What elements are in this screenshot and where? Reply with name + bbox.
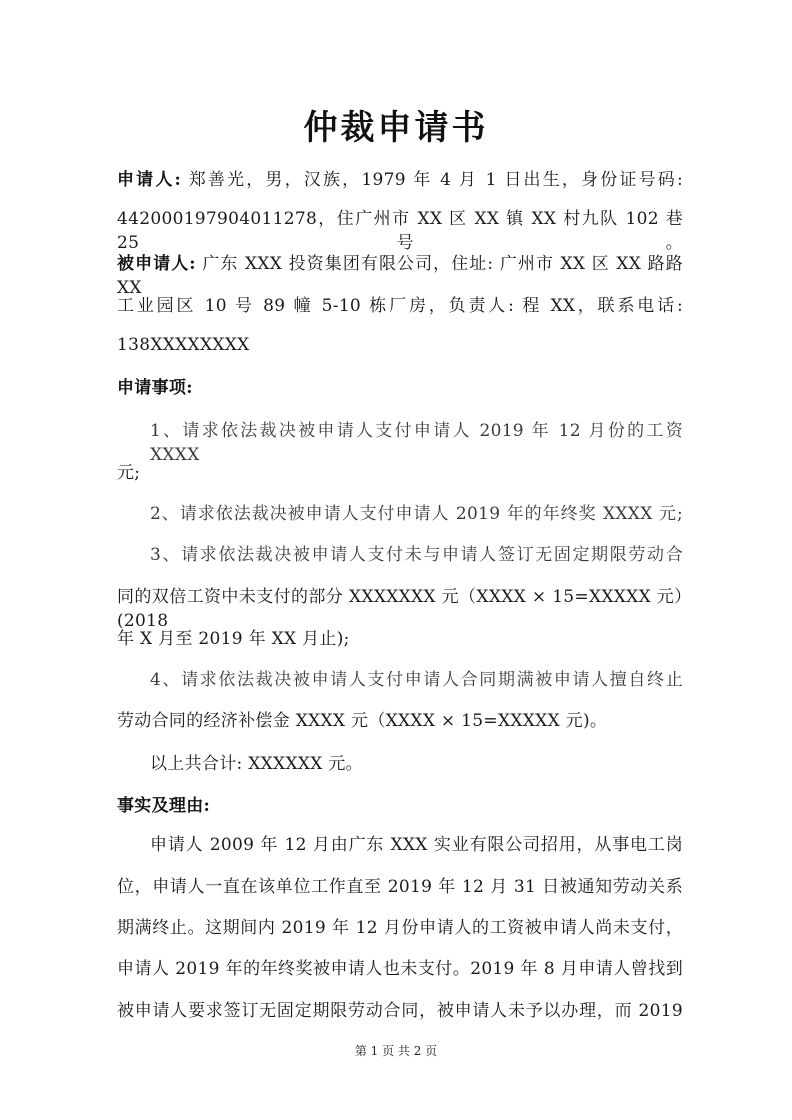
respondent-label: 被申请人:: [117, 254, 196, 274]
applicant-details: 郑善光，男，汉族，1979 年 4 月 1 日出生，身份证号码:: [181, 170, 683, 190]
facts-paragraph-line-1: 申请人 2009 年 12 月由广东 XXX 实业有限公司招用，从事电工岗: [150, 835, 683, 855]
claim-item-4-line-1: 4、请求依法裁决被申请人支付申请人合同期满被申请人擅自终止: [150, 670, 683, 690]
facts-heading: 事实及理由:: [117, 796, 211, 816]
facts-paragraph-line-3: 期满终止。这期间内 2019 年 12 月份申请人的工资被申请人尚未支付，: [117, 918, 683, 938]
claims-heading: 申请事项:: [117, 378, 193, 398]
applicant-label: 申请人:: [117, 170, 182, 190]
facts-paragraph-line-5: 被申请人要求签订无固定期限劳动合同，被申请人未予以办理，而 2019: [117, 1001, 683, 1021]
applicant-line-2: 442000197904011278，住广州市 XX 区 XX 镇 XX 村九队 102 巷 25 号。: [117, 209, 683, 253]
page-title: 仲裁申请书: [303, 108, 489, 148]
respondent-details: 广东 XXX 投资集团有限公司，住址: 广州市 XX 区 XX 路路 XX: [117, 254, 683, 298]
respondent-line-3: 138XXXXXXXX: [117, 335, 250, 355]
page-footer: 第 1 页 共 2 页: [354, 1044, 438, 1058]
claim-item-3-line-2: 同的双倍工资中未支付的部分 XXXXXXX 元（XXXX × 15=XXXXX 元）(2018: [117, 587, 683, 631]
respondent-line-1: [117, 252, 683, 300]
claims-total: 以上共合计: XXXXXX 元。: [150, 754, 363, 774]
claim-item-1-line-2: 元;: [117, 463, 141, 483]
facts-paragraph-line-4: 申请人 2019 年的年终奖被申请人也未支付。2019 年 8 月申请人曾找到: [117, 959, 683, 979]
claim-item-2: 2、请求依法裁决被申请人支付申请人 2019 年的年终奖 XXXX 元;: [150, 504, 683, 524]
claim-item-3-line-3: 年 X 月至 2019 年 XX 月止);: [117, 629, 350, 649]
respondent-line-2: 工业园区 10 号 89 幢 5-10 栋厂房，负责人: 程 XX，联系电话:: [117, 296, 683, 316]
facts-paragraph-line-2: 位，申请人一直在该单位工作直至 2019 年 12 月 31 日被通知劳动关系: [117, 877, 683, 897]
claim-item-4-line-2: 劳动合同的经济补偿金 XXXX 元（XXXX × 15=XXXXX 元)。: [117, 711, 608, 731]
claim-item-3-line-1: 3、请求依法裁决被申请人支付未与申请人签订无固定期限劳动合: [150, 545, 683, 565]
claim-item-1-line-1: 1、请求依法裁决被申请人支付申请人 2019 年 12 月份的工资 XXXX: [150, 421, 683, 465]
applicant-line-1: [117, 168, 683, 192]
